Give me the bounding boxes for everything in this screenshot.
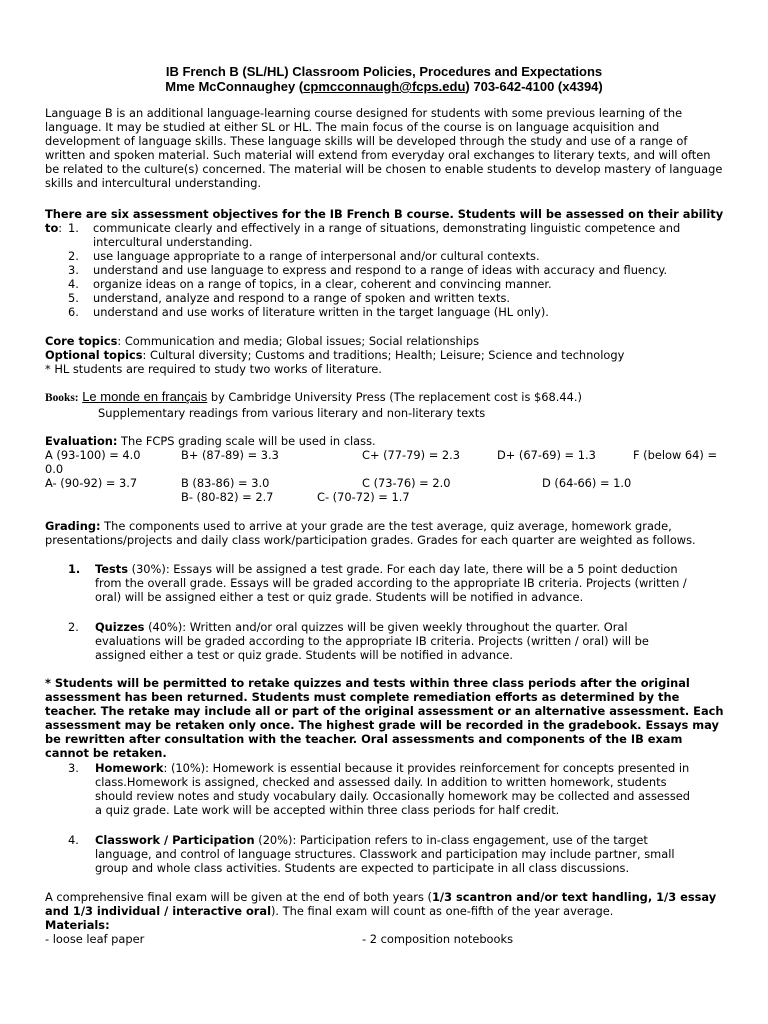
component-number: 4.	[68, 833, 79, 847]
component-number: 3.	[68, 761, 79, 775]
optional-topics-text: : Cultural diversity; Customs and traditions; Health; Leisure; Science and technology	[142, 348, 625, 362]
evaluation-line	[45, 434, 725, 448]
intro-paragraph: Language B is an additional language-learning course designed for students with some previous learning of the language. It may be studied at either SL or HL. The main focus of the course is on language acquisition and development of language skills. These language skills will be developed through the study and use of a range of written and spoken material. Such material will extend from everyday oral exchanges to literary texts, and will often be related to the culture(s) concerned. The material will be chosen to enable students to develop mastery of language skills and intercultural understanding.	[45, 106, 723, 191]
evaluation-label: Evaluation:	[45, 434, 118, 448]
book-title: Le monde en français	[82, 389, 208, 404]
material-item: - loose leaf paper	[45, 932, 145, 946]
grade-b: B (83-86) = 3.0	[181, 476, 270, 490]
component-classwork	[95, 833, 695, 875]
component-label: Homework	[95, 761, 164, 775]
component-label: Quizzes	[95, 620, 145, 634]
objectives-heading-text: There are six assessment objectives for the IB French B course. Students will be assessed on their ability to	[45, 207, 724, 236]
objective-text: understand and use language to express and respond to a range of ideas with accuracy and fluency.	[93, 263, 668, 277]
core-topics	[45, 334, 725, 348]
optional-topics-label: Optional topics	[45, 348, 143, 362]
objective-text: understand and use works of literature written in the target language (HL only).	[93, 305, 549, 319]
grade-b-minus: B- (80-82) = 2.7	[181, 490, 274, 504]
grade-c: C (73-76) = 2.0	[362, 476, 451, 490]
final-exam-paragraph	[45, 890, 725, 918]
books-label: Books:	[45, 392, 79, 404]
grade-c-plus: C+ (77-79) = 2.3	[362, 448, 461, 462]
final-exam-pre: A comprehensive final exam will be given at the end of both years (	[45, 890, 432, 904]
objective-text: communicate clearly and effectively in a range of situations, demonstrating linguistic competence and intercultural understanding.	[93, 221, 681, 250]
core-topics-label: Core topics	[45, 334, 118, 348]
component-text: Homework is essential because it provides reinforcement for concepts presented in class.Homework is assigned, checked and assessed daily. In addition to written homework, students should review notes and study vocabulary daily. Occasionally homework may be collected and assessed a quiz grade. Late work will be accepted within three class periods for half credit.	[95, 761, 690, 818]
objective-number: 3.	[68, 263, 79, 277]
grading-paragraph	[45, 519, 725, 547]
books-line	[45, 390, 725, 405]
objective-number: 6.	[68, 305, 79, 319]
teacher-contact: Mme McConnaughey (cpmcconnaugh@fcps.edu) 703-642-4100 (x4394)	[165, 79, 603, 94]
grading-label: Grading:	[45, 519, 101, 533]
grade-f: F (below 64) =	[633, 448, 718, 462]
book-publisher: by Cambridge University Press (The replacement cost is $68.44.)	[207, 390, 582, 404]
component-text: Written and/or oral quizzes will be given weekly throughout the quarter. Oral evaluations will be graded according to the appropriate IB criteria. Projects (written / oral) will be assigned either a test or quiz grade. Students will be notified in advance.	[95, 620, 649, 663]
grade-d-plus: D+ (67-69) = 1.3	[497, 448, 596, 462]
objective-number: 5.	[68, 291, 79, 305]
component-label: Classwork / Participation	[95, 833, 255, 847]
component-weight: (30%):	[128, 562, 170, 576]
component-text: Essays will be assigned a test grade. For each day late, there will be a 5 point deduction from the overall grade. Essays will be graded according to the appropriate IB criteria. Projects (written / oral) will be assigned either a test or quiz grade. Students will be notified in advance.	[95, 562, 687, 605]
hl-note: * HL students are required to study two works of literature.	[45, 362, 382, 376]
component-label: Tests	[95, 562, 128, 576]
objectives-colon: :	[58, 221, 63, 236]
component-number: 2.	[68, 620, 79, 634]
grading-text: The components used to arrive at your grade are the test average, quiz average, homework grade, presentations/projects and daily class work/participation grades. Grades for each quarter are weighted as follows.	[45, 519, 696, 548]
objective-text: organize ideas on a range of topics, in a clear, coherent and convincing manner.	[93, 277, 552, 291]
document-header	[0, 64, 768, 94]
grade-a-minus: A- (90-92) = 3.7	[45, 476, 138, 490]
component-tests	[95, 562, 695, 604]
grade-d: D (64-66) = 1.0	[542, 476, 632, 490]
teacher-name: Mme McConnaughey	[165, 79, 296, 94]
component-weight: (40%):	[144, 620, 187, 634]
materials-label: Materials:	[45, 918, 110, 932]
retake-policy: * Students will be permitted to retake quizzes and tests within three class periods after the original assessment has been returned. Students must complete remediation efforts as determined by the teacher. The retake may include all or part of the original assessment or an alternative assessment. Each assessment may be retaken only once. The highest grade will be recorded in the gradebook. Essays may be rewritten after consultation with the teacher. Oral assessments and components of the IB exam cannot be retaken.	[45, 676, 724, 761]
final-exam-bold: 1/3 scantron and/or text handling, 1/3 essay and 1/3 individual / interactive oral	[45, 890, 717, 919]
objective-text: use language appropriate to a range of interpersonal and/or cultural contexts.	[93, 249, 540, 263]
objective-number: 4.	[68, 277, 79, 291]
objective-number: 2.	[68, 249, 79, 263]
objective-number: 1.	[68, 221, 79, 235]
optional-topics	[45, 348, 725, 362]
grade-f-value: 0.0	[45, 462, 64, 476]
final-exam-post: ). The final exam will count as one-fifth of the year average.	[270, 904, 614, 919]
objective-text: understand, analyze and respond to a range of spoken and written texts.	[93, 291, 511, 305]
supplementary-readings: Supplementary readings from various literary and non-literary texts	[98, 406, 486, 420]
evaluation-text: The FCPS grading scale will be used in class.	[117, 434, 376, 448]
material-item: - 2 composition notebooks	[362, 932, 514, 946]
grade-a: A (93-100) = 4.0	[45, 448, 141, 462]
phone-number: 703-642-4100 (x4394)	[473, 79, 603, 94]
grade-b-plus: B+ (87-89) = 3.3	[181, 448, 279, 462]
component-homework	[95, 761, 695, 817]
component-text: Participation refers to in-class engagement, use of the target language, and control of language structures. Classwork and participation may include partner, small group and whole class activities. Students are expected to participate in all class discussions.	[95, 833, 675, 876]
component-quizzes	[95, 620, 695, 662]
core-topics-text: : Communication and media; Global issues; Social relationships	[117, 334, 480, 348]
component-weight: (20%):	[254, 833, 297, 847]
component-number: 1.	[68, 562, 81, 576]
email-link[interactable]: cpmcconnaugh@fcps.edu	[303, 79, 466, 94]
document-title: IB French B (SL/HL) Classroom Policies, Procedures and Expectations	[165, 64, 603, 79]
component-weight: : (10%):	[163, 761, 210, 775]
grade-c-minus: C- (70-72) = 1.7	[317, 490, 410, 504]
